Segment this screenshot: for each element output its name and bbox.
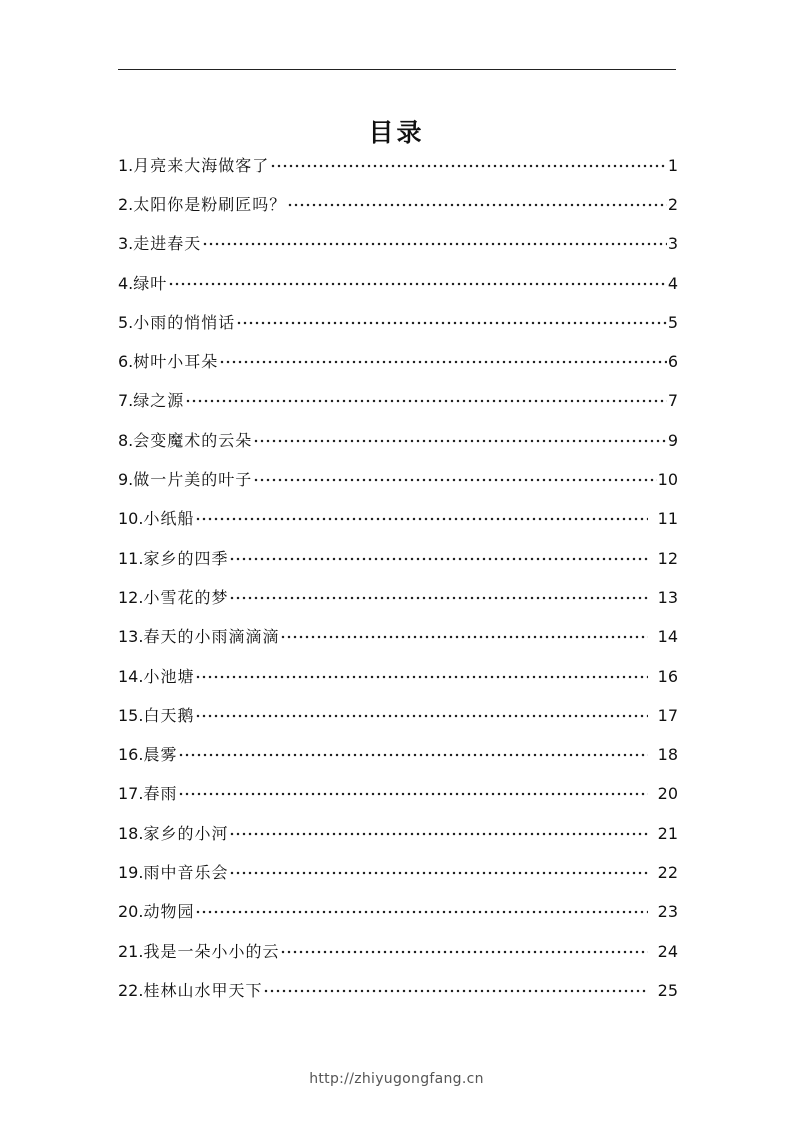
toc-entry-page: 24 [657,941,678,961]
toc-entry-page: 2 [667,194,678,214]
dot-leader [168,282,667,286]
toc-entry-number: 1. [118,155,134,175]
dot-leader [253,439,667,443]
toc-entry[interactable] [118,500,678,539]
dot-leader [270,164,667,168]
toc-entry[interactable] [118,657,678,696]
dot-leader [195,910,648,914]
toc-entry-page: 18 [657,745,678,765]
toc-entry-page: 9 [667,430,678,450]
toc-entry-number: 22. [118,980,144,1000]
toc-entry-title: 走进春天 [133,234,202,254]
toc-entry-title: 树叶小耳朵 [133,352,219,372]
toc-entry-title: 桂林山水甲天下 [143,980,263,1000]
toc-entry-page: 25 [657,980,678,1000]
toc-entry[interactable] [118,618,678,657]
toc-entry-number: 18. [118,823,144,843]
toc-entry[interactable] [118,971,678,1010]
toc-entry-number: 6. [118,352,134,372]
dot-leader [195,517,648,521]
page-title: 目录 [368,117,425,147]
toc-entry-number: 9. [118,470,134,490]
toc-entry-page: 11 [657,509,678,529]
dot-leader [185,399,667,403]
toc-entry-number: 12. [118,587,144,607]
toc-entry[interactable] [118,382,678,421]
toc-entry-number: 7. [118,391,134,411]
toc-entry-title: 家乡的小河 [143,823,229,843]
dot-leader [236,321,667,325]
toc-entry[interactable] [118,264,678,303]
toc-entry-page: 12 [657,548,678,568]
toc-entry-number: 14. [118,666,144,686]
toc-entry-number: 8. [118,430,134,450]
toc-entry-number: 3. [118,234,134,254]
toc-entry[interactable] [118,185,678,224]
toc-entry[interactable] [118,225,678,264]
dot-leader [178,753,648,757]
toc-entry-number: 4. [118,273,134,293]
toc-entry-number: 13. [118,627,144,647]
toc-entry-page: 13 [657,587,678,607]
toc-entry-page: 22 [657,862,678,882]
toc-entry-title: 绿叶 [133,273,168,293]
toc-entry-number: 19. [118,862,144,882]
toc-entry-title: 做一片美的叶子 [133,470,253,490]
toc-entry-title: 月亮来大海做客了 [133,155,270,175]
dot-leader [263,989,648,993]
toc-entry-title: 小池塘 [143,666,195,686]
toc-entry[interactable] [118,932,678,971]
toc-entry-title: 小雨的悄悄话 [133,312,236,332]
toc-entry[interactable] [118,578,678,617]
toc-entry-title: 春雨 [143,784,178,804]
dot-leader [195,714,648,718]
toc-entry-title: 晨雾 [143,745,178,765]
toc-entry-page: 6 [667,352,678,372]
toc-entry[interactable] [118,342,678,381]
dot-leader [253,478,656,482]
dot-leader [229,557,648,561]
toc-entry[interactable] [118,539,678,578]
toc-entry-number: 15. [118,705,144,725]
toc-entry[interactable] [118,893,678,932]
toc-entry-page: 21 [657,823,678,843]
toc-entry-page: 23 [657,902,678,922]
toc-entry-title: 春天的小雨滴滴滴 [143,627,280,647]
dot-leader [219,360,667,364]
toc-entry[interactable] [118,146,678,185]
toc-entry[interactable] [118,735,678,774]
toc-entry-title: 白天鹅 [143,705,195,725]
dot-leader [229,871,648,875]
toc-entry[interactable] [118,696,678,735]
toc-entry-title: 会变魔术的云朵 [133,430,253,450]
footer-url[interactable]: http://zhiyugongfang.cn [309,1071,484,1087]
toc-entry-page: 4 [667,273,678,293]
toc-entry-title: 小雪花的梦 [143,587,229,607]
toc-entry-page: 20 [657,784,678,804]
toc-entry-number: 20. [118,902,144,922]
toc-entry[interactable] [118,853,678,892]
toc-entry-page: 17 [657,705,678,725]
toc-entry-page: 16 [657,666,678,686]
header-rule [118,69,676,70]
dot-leader [178,792,648,796]
toc-entry-page: 1 [667,155,678,175]
dot-leader [280,635,648,639]
toc-entry-title: 动物园 [143,902,195,922]
toc-entry-number: 2. [118,194,134,214]
toc-entry-title: 小纸船 [143,509,195,529]
toc-entry-page: 7 [667,391,678,411]
toc-entry-title: 家乡的四季 [143,548,229,568]
toc-entry-title: 雨中音乐会 [143,862,229,882]
toc-entry-page: 10 [657,470,678,490]
toc-entry-page: 3 [667,234,678,254]
toc-entry-page: 5 [667,312,678,332]
toc-entry[interactable] [118,775,678,814]
dot-leader [229,832,648,836]
dot-leader [202,242,667,246]
dot-leader [229,596,648,600]
dot-leader [195,675,648,679]
toc-entry-title: 我是一朵小小的云 [143,941,280,961]
toc-entry-number: 16. [118,745,144,765]
toc-entry-page: 14 [657,627,678,647]
table-of-contents [118,146,678,1011]
toc-entry-title: 太阳你是粉刷匠吗？ [133,194,287,214]
toc-entry-number: 10. [118,509,144,529]
toc-entry-title: 绿之源 [133,391,185,411]
toc-entry[interactable] [118,460,678,499]
toc-entry[interactable] [118,421,678,460]
toc-entry[interactable] [118,303,678,342]
dot-leader [287,203,667,207]
toc-entry-number: 11. [118,548,144,568]
toc-entry-number: 17. [118,784,144,804]
toc-entry[interactable] [118,814,678,853]
dot-leader [280,950,648,954]
toc-entry-number: 21. [118,941,144,961]
toc-entry-number: 5. [118,312,134,332]
